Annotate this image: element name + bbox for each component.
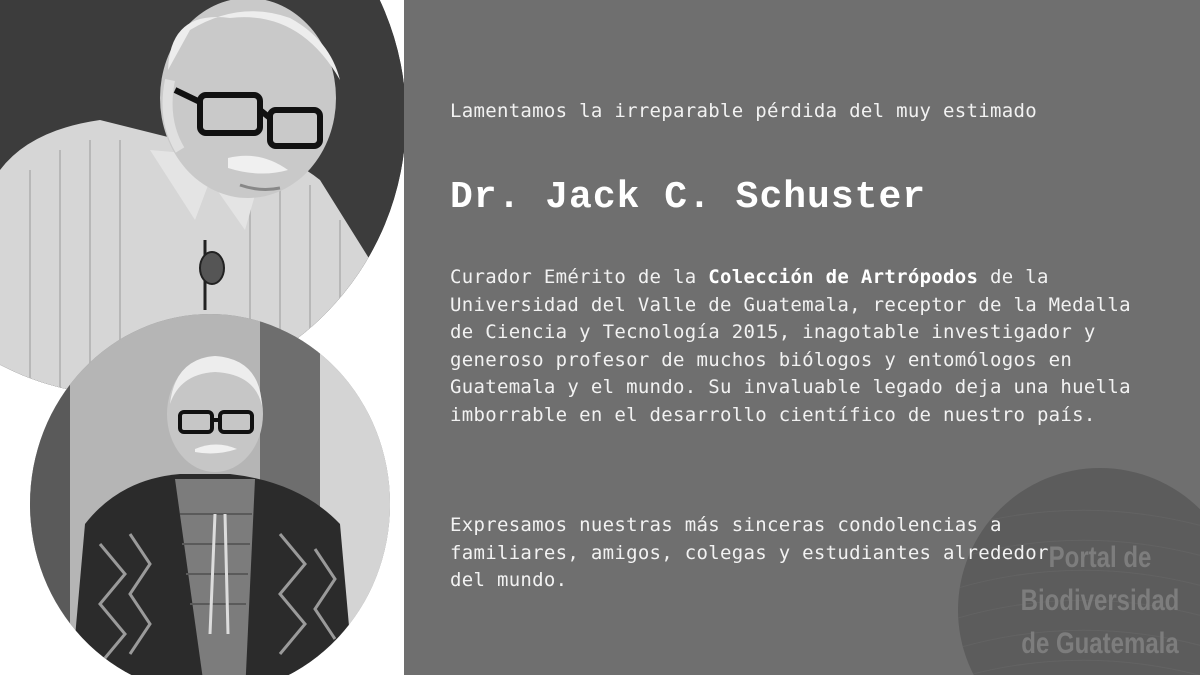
honoree-name: Dr. Jack C. Schuster (450, 176, 927, 219)
photo-panel (0, 0, 404, 675)
portrait-photo-bottom (30, 314, 390, 675)
memorial-text-panel (404, 0, 1200, 675)
intro-text: Lamentamos la irreparable pérdida del muy estimado (450, 100, 1037, 122)
logo-line-1: Portal de (1048, 541, 1152, 574)
bio-text-rest: de la Universidad del Valle de Guatemala, receptor de la Medalla de Ciencia y Tecnología 2015, inagotable investigador y generoso profesor de muchos biólogos y entomólogos en Guatemala y el mundo. Su invaluable legado deja una huella imborrable en el desarrollo científico de nuestro país. (450, 266, 1131, 426)
bio-collection-name: Colección de Artrópodos (708, 266, 979, 288)
logo-line-3: de Guatemala (1021, 627, 1179, 660)
portal-logo (1020, 536, 1180, 665)
condolences-paragraph: Expresamos nuestras más sinceras condolencias a familiares, amigos, colegas y estudiantes alrededor del mundo. (450, 514, 1049, 591)
bio-paragraph (450, 264, 1160, 429)
logo-line-2: Biodiversidad (1020, 584, 1180, 617)
portrait-photo-bottom-image (30, 314, 390, 675)
bio-text-start: Curador Emérito de la (450, 266, 709, 288)
